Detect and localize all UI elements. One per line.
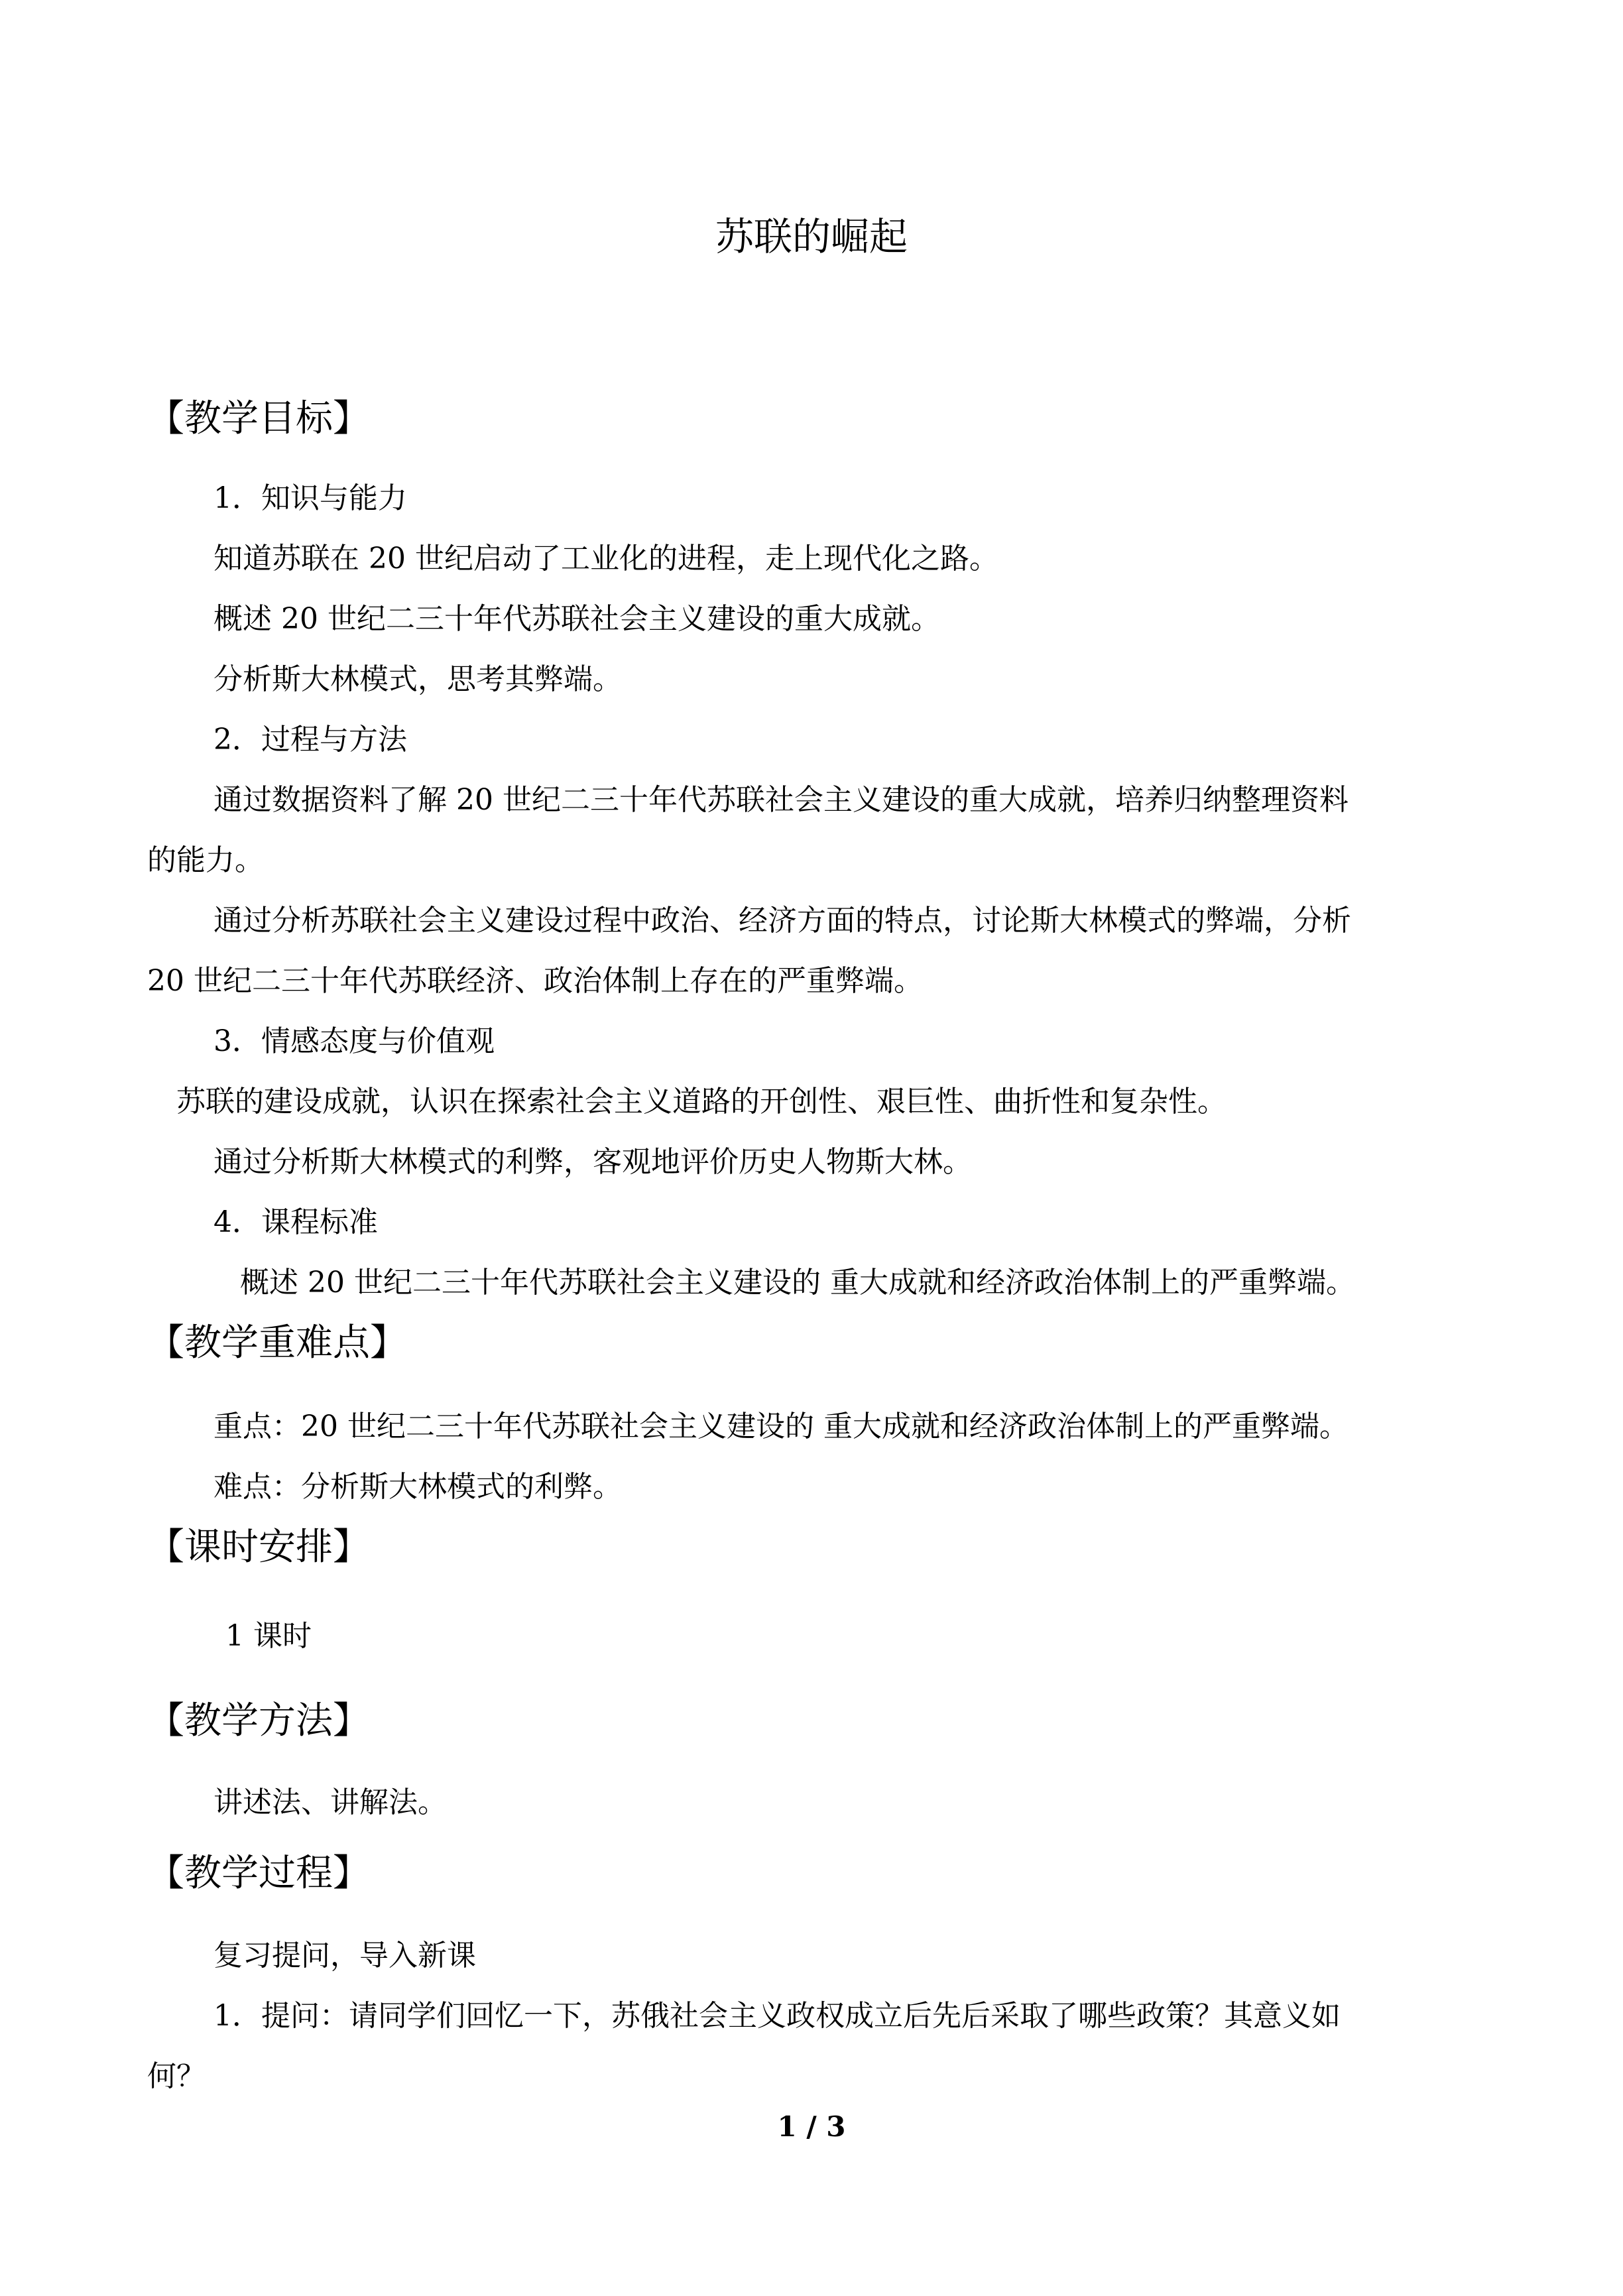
document-title: 苏联的崛起 — [715, 214, 908, 259]
paragraph: 讲述法、讲解法。 — [213, 1785, 447, 1819]
paragraph-continuation: 何？ — [147, 2059, 206, 2093]
paragraph-continuation: 20 世纪二三十年代苏联经济、政治体制上存在的严重弊端。 — [147, 964, 923, 998]
paragraph: 通过数据资料了解 20 世纪二三十年代苏联社会主义建设的重大成就，培养归纳整理资料 — [213, 783, 1349, 817]
subheading-knowledge: 1．知识与能力 — [213, 481, 407, 515]
paragraph: 1．提问：请同学们回忆一下，苏俄社会主义政权成立后先后采取了哪些政策？其意义如 — [213, 1999, 1341, 2033]
section-heading-process: 【教学过程】 — [147, 1852, 370, 1895]
paragraph: 通过分析苏联社会主义建设过程中政治、经济方面的特点，讨论斯大林模式的弊端，分析 — [213, 904, 1351, 937]
paragraph: 知道苏联在 20 世纪启动了工业化的进程，走上现代化之路。 — [213, 542, 998, 575]
paragraph: 复习提问，导入新课 — [213, 1939, 476, 1972]
page-number: 1 / 3 — [777, 2110, 846, 2143]
section-heading-schedule: 【课时安排】 — [147, 1526, 370, 1569]
section-heading-key-points: 【教学重难点】 — [147, 1321, 407, 1364]
section-heading-methods: 【教学方法】 — [147, 1699, 370, 1742]
paragraph: 难点：分析斯大林模式的利弊。 — [213, 1470, 622, 1504]
section-heading-objectives: 【教学目标】 — [147, 397, 370, 440]
paragraph: 重点：20 世纪二三十年代苏联社会主义建设的 重大成就和经济政治体制上的严重弊端。 — [213, 1410, 1349, 1443]
paragraph: 通过分析斯大林模式的利弊，客观地评价历史人物斯大林。 — [213, 1145, 972, 1179]
paragraph-continuation: 的能力。 — [147, 843, 264, 877]
subheading-curriculum-standard: 4．课程标准 — [213, 1205, 378, 1239]
paragraph: 概述 20 世纪二三十年代苏联社会主义建设的重大成就。 — [213, 602, 940, 636]
paragraph: 1 课时 — [225, 1619, 312, 1653]
paragraph: 概述 20 世纪二三十年代苏联社会主义建设的 重大成就和经济政治体制上的严重弊端。 — [240, 1266, 1355, 1299]
subheading-emotion-values: 3．情感态度与价值观 — [213, 1024, 495, 1058]
paragraph: 分析斯大林模式，思考其弊端。 — [213, 662, 622, 696]
paragraph: 苏联的建设成就，认识在探索社会主义道路的开创性、艰巨性、曲折性和复杂性。 — [176, 1085, 1227, 1118]
subheading-process-method: 2．过程与方法 — [213, 723, 407, 756]
